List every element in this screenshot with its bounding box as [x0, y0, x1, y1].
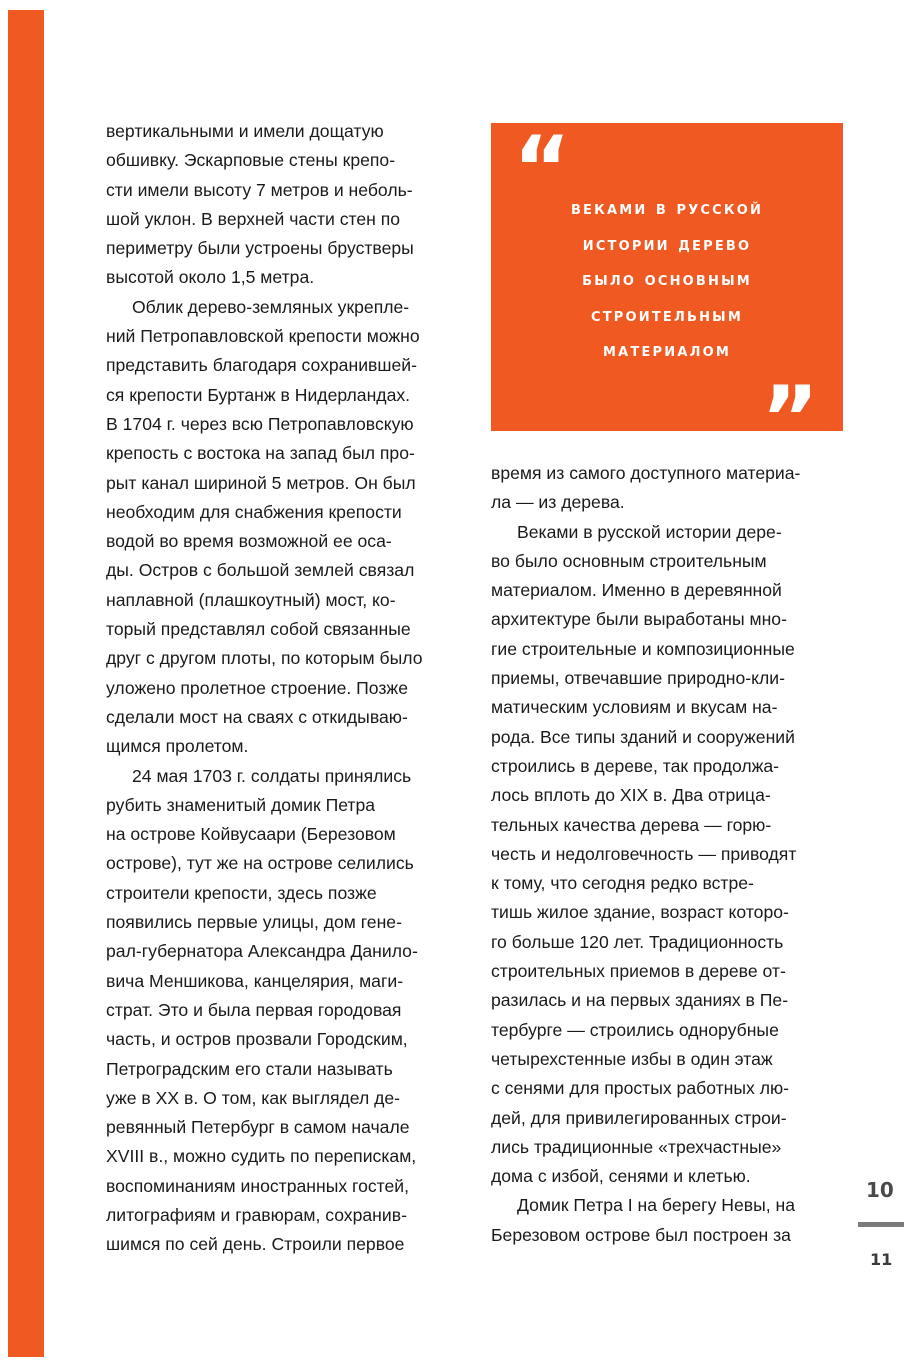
text-line: четырехстенные избы в один этаж — [491, 1048, 773, 1069]
left-paragraph-2 — [106, 293, 466, 762]
text-line: часть, и остров прозвали Городским, — [106, 1029, 408, 1050]
text-line: строились в дереве, так продолжа- — [491, 755, 780, 776]
text-line: с сенями для простых работных лю- — [491, 1078, 790, 1099]
text-line: рода. Все типы зданий и сооружений — [491, 726, 795, 747]
text-line: высотой около 1,5 метра. — [106, 267, 315, 288]
text-line: Облик дерево-земляных укреплe- — [132, 296, 410, 317]
quote-line: веками в русской — [570, 198, 764, 219]
left-paragraph-3 — [106, 762, 466, 1260]
text-line: рал-губернатора Александра Данило- — [106, 941, 418, 962]
quote-line: истории дерево — [582, 233, 752, 255]
text-line: тербурге — строились однорубные — [491, 1019, 779, 1040]
text-line: тишь жилое здание, возраст которо- — [491, 902, 789, 923]
page-number-next: 11 — [870, 1250, 893, 1269]
quote-line: строительным — [590, 304, 743, 326]
text-line: дей, для привилегированных строи- — [491, 1107, 787, 1128]
text-line: вертикальными и имели дощатую — [106, 121, 384, 141]
left-paragraph-1 — [106, 117, 466, 293]
text-line: к тому, что сегодня редко встре- — [491, 873, 754, 894]
text-line: матическим условиям и вкусам на- — [491, 697, 778, 718]
close-quote-icon: ” — [761, 367, 819, 470]
left-text-column — [106, 117, 466, 1260]
text-line: вича Меншикова, канцелярия, маги- — [106, 970, 404, 991]
text-line: строители крепости, здесь позже — [106, 882, 377, 903]
text-line: XVIII в., можно судить по перепискам, — [106, 1146, 417, 1167]
text-line: Березовом острове был построен за — [491, 1224, 791, 1245]
text-line: появились первые улицы, дом гене- — [106, 912, 402, 933]
text-line: гие строительные и композиционные — [491, 638, 795, 659]
text-line: ний Петропавловской крепости можно — [106, 326, 420, 347]
text-line: шимся по сей день. Строили первое — [106, 1234, 405, 1255]
text-line: 24 мая 1703 г. солдаты принялись — [132, 765, 412, 786]
text-line: страт. Это и была первая городовая — [106, 999, 402, 1020]
text-line: уже в XX в. О том, как выглядел де- — [106, 1087, 401, 1108]
text-line: время из самого доступного материа- — [491, 463, 801, 483]
text-line: воспоминаниям иностранных гостей, — [106, 1175, 410, 1196]
right-paragraph-1 — [491, 459, 843, 518]
text-line: обшивку. Эскарповые стены крепо- — [106, 150, 396, 171]
text-line: острове), тут же на острове селились — [106, 853, 414, 874]
text-line: материалом. Именно в деревянной — [491, 580, 782, 601]
text-line: приемы, отвечавшие природно-кли- — [491, 668, 785, 689]
text-line: литографиям и гравюрам, сохранив- — [106, 1204, 407, 1225]
text-line: Петроградским его стали называть — [106, 1058, 393, 1079]
text-line: торый представлял собой связанные — [106, 619, 411, 640]
text-line: лось вплоть до XIX в. Два отрица- — [491, 785, 771, 806]
text-line: водой во время возможной ее оса- — [106, 531, 392, 552]
right-text-column — [491, 459, 843, 1250]
page-number-current: 10 — [866, 1178, 894, 1202]
text-line: на острове Койвусаари (Березовом — [106, 824, 396, 845]
text-line: разилась и на первых зданиях в Пе- — [491, 990, 789, 1011]
text-line: уложено пролетное строение. Позже — [106, 677, 408, 698]
text-line: шой уклон. В верхней части стен по — [106, 208, 401, 229]
pull-quote-text — [511, 191, 823, 369]
text-line: честь и недолговечность — приводят — [491, 843, 797, 864]
text-line: го больше 120 лет. Традиционность — [491, 931, 784, 952]
text-line: наплавной (плашкоутный) мост, ко- — [106, 589, 396, 610]
text-line: В 1704 г. через всю Петропавловскую — [106, 413, 414, 434]
text-line: крепость с востока на запад был про- — [106, 443, 415, 464]
text-line: ла — из дерева. — [491, 492, 625, 513]
page-number-divider — [858, 1222, 904, 1227]
text-line: сти имели высоту 7 метров и неболь- — [106, 179, 413, 200]
text-line: ревянный Петербург в самом начале — [106, 1117, 410, 1138]
text-line: периметру были устроены брустверы — [106, 238, 414, 259]
quote-line: было основным — [582, 269, 752, 290]
text-line: щимся пролетом. — [106, 736, 249, 757]
text-line: Веками в русской истории дере- — [517, 521, 782, 542]
orange-edge-bar — [8, 10, 44, 1357]
open-quote-icon: “ — [513, 117, 571, 220]
text-line: архитектуре были выработаны мно- — [491, 609, 787, 630]
text-line: представить благодаря сохранившей- — [106, 355, 417, 376]
right-paragraph-3 — [491, 1191, 843, 1250]
text-line: дома с избой, сенями и клетью. — [491, 1166, 751, 1187]
text-line: рубить знаменитый домик Петра — [106, 794, 376, 815]
text-line: Домик Петра I на берегу Невы, на — [517, 1195, 796, 1216]
text-line: рыт канал шириной 5 метров. Он был — [106, 472, 416, 493]
text-line: необходим для снабжения крепости — [106, 501, 402, 522]
text-line: сделали мост на сваях с откидываю- — [106, 706, 408, 727]
right-paragraph-2 — [491, 518, 843, 1192]
text-line: во было основным строительным — [491, 550, 767, 571]
text-line: лись традиционные «трехчастные» — [491, 1136, 782, 1157]
text-line: друг с другом плоты, по которым было — [106, 648, 423, 669]
text-line: ды. Остров с большой землей связал — [106, 560, 415, 581]
pull-quote-box — [491, 117, 843, 470]
quote-line: материалом — [603, 340, 731, 361]
text-line: ся крепости Буртанж в Нидерландах. — [106, 384, 411, 405]
text-line: тельных качества дерева — горю- — [491, 814, 772, 835]
text-line: строительных приемов в дереве от- — [491, 961, 786, 982]
